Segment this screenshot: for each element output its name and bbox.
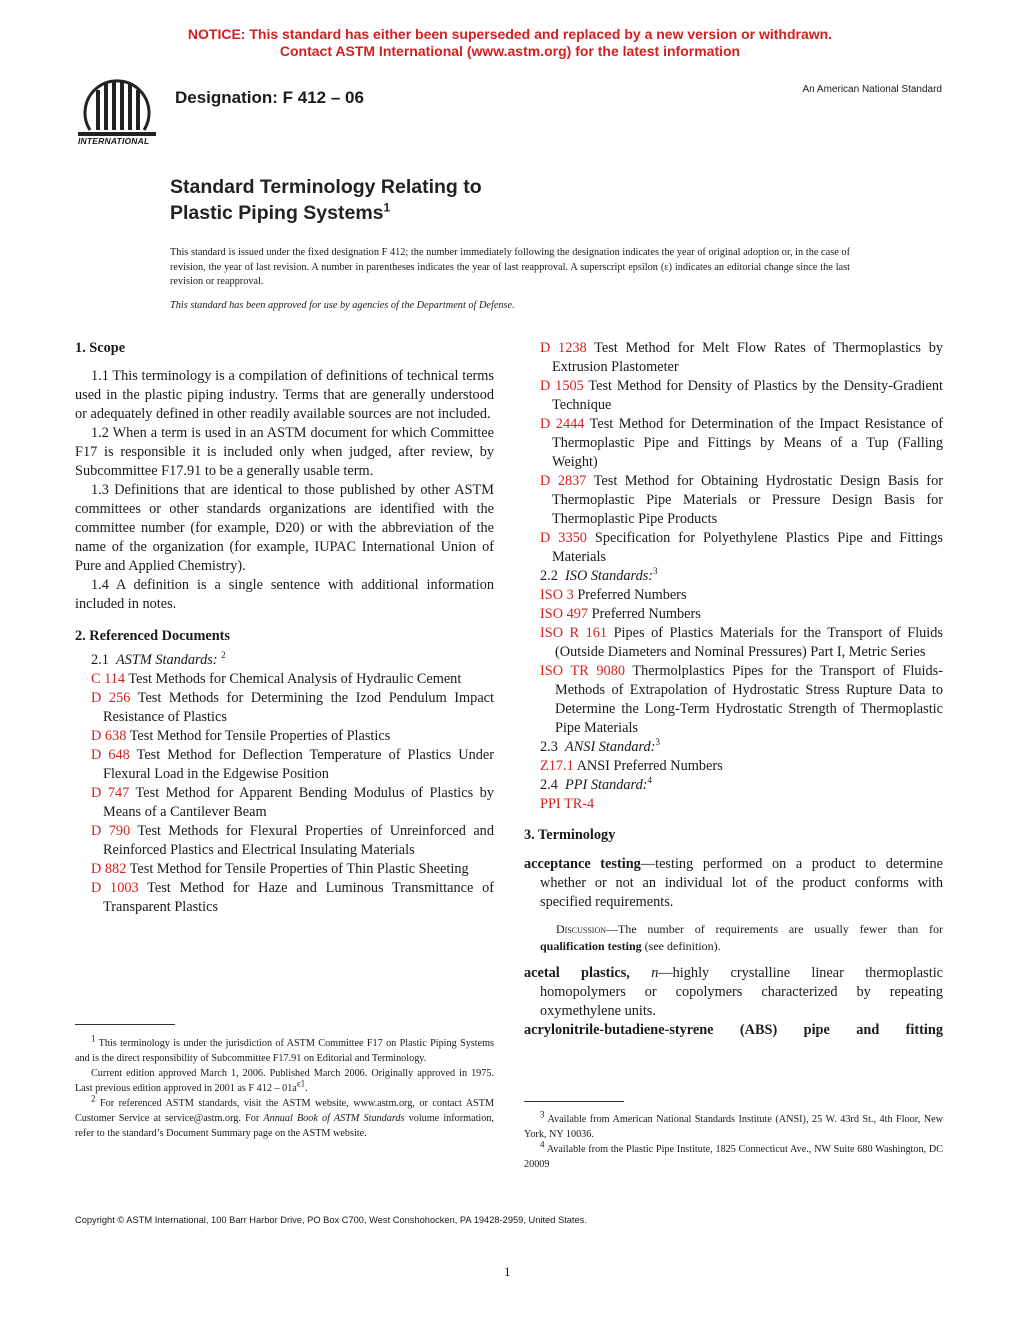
ref-d256: D 256 Test Methods for Determining the Izod Pendulum Impact Resistance of Plastics <box>91 690 494 725</box>
footnote-1: $^1$ This terminology is under the jurisdiction of ASTM Committee F17 on Plastic Piping Systems and is the direct responsibility of Subcommittee F17.91 on Editorial and Terminology. <box>75 1033 494 1064</box>
iso-reference-list <box>524 586 943 738</box>
astm-standards-label: 2.1 ASTM Standards: $^2$ <box>91 650 226 668</box>
ref-link[interactable]: ISO R 161 <box>540 625 608 641</box>
ref-link[interactable]: D 2444 <box>540 416 585 432</box>
withdrawal-notice <box>0 26 1020 60</box>
national-standard-label: An American National Standard <box>802 84 942 95</box>
scope-1-4: 1.4 A definition is a single sentence with additional information included in notes. <box>75 577 494 612</box>
title-line-2: Plastic Piping Systems <box>170 202 384 224</box>
ref-link[interactable]: D 2837 <box>540 473 587 489</box>
term-acceptance-testing: acceptance testing—testing performed on a product to determine whether or not an individual lot of the product conforms with specified requirements. <box>524 856 943 910</box>
page-number: 1 <box>504 1264 511 1279</box>
term-acetal-plastics: acetal plastics, n—highly crystalline linear thermoplastic homopolymers or copolymers characterized by repeating oxymethylene units. <box>524 965 944 1019</box>
ref-link[interactable]: D 648 <box>91 747 130 763</box>
ppi-reference-list <box>524 795 943 814</box>
ref-d3350: D 3350 Specification for Polyethylene Plastics Pipe and Fittings Materials <box>540 530 943 565</box>
ref-d882: D 882 Test Method for Tensile Properties of Thin Plastic Sheeting <box>91 861 469 877</box>
scope-1-1: 1.1 This terminology is a compilation of definitions of technical terms used in the plastic piping industry. Terms that are generally understood or adequately defined in other readily available sources are not included. <box>75 368 494 422</box>
ref-d2837: D 2837 Test Method for Obtaining Hydrostatic Design Basis for Thermoplastic Pipe Materials or Pressure Design Basis for Thermoplastic Pipe Products <box>540 473 943 527</box>
right-reference-list <box>524 339 943 567</box>
dod-approval-note: This standard has been approved for use by agencies of the Department of Defense. <box>170 300 515 311</box>
astm-logo <box>72 72 162 152</box>
footnote-1-edition: Current edition approved March 1, 2006. Published March 2006. Originally approved in 1975. Last previous edition approved in 2001 as F $412 - 01a^{\varepsilon 1}$. <box>75 1068 494 1094</box>
ref-c114: C 114 Test Methods for Chemical Analysis of Hydraulic Cement <box>91 671 462 687</box>
issuance-note: This standard is issued under the fixed designation F 412; the number immediately following the designation indicates the year of original adoption or, in the case of revision, the year of last revision. A number in parentheses indicates the year of last reapproval. A superscript epsilon (ε) indicates an editorial change since the last revision or reapproval. <box>170 247 850 287</box>
term-abs-pipe: acrylonitrile-butadiene-styrene (ABS) pipe and fitting <box>524 1022 943 1038</box>
ref-d648: D 648 Test Method for Deflection Temperature of Plastics Under Flexural Load in the Edgewise Position <box>91 747 494 782</box>
ref-link[interactable]: D 790 <box>91 823 131 839</box>
scope-heading: 1. Scope <box>75 340 126 356</box>
footnote-4: $^4$ Available from the Plastic Pipe Institute, 1825 Connecticut Ave., NW Suite 680 Washington, DC 20009 <box>524 1139 944 1170</box>
ref-link[interactable]: D 256 <box>91 690 131 706</box>
ref-d1003: D 1003 Test Method for Haze and Luminous Transmittance of Transparent Plastics <box>91 880 494 915</box>
ansi-reference-list <box>524 757 943 776</box>
footnotes-right <box>524 1109 944 1172</box>
ref-link[interactable]: C 114 <box>91 671 126 687</box>
footnote-rule-left <box>75 1024 175 1025</box>
ref-link[interactable]: D 1238 <box>540 340 587 356</box>
ref-d1238: D 1238 Test Method for Melt Flow Rates of Thermoplastics by Extrusion Plastometer <box>540 340 943 375</box>
ref-link[interactable]: D 1003 <box>91 880 139 896</box>
ref-isotr9080: ISO TR 9080 Thermolplastics Pipes for the Transport of Fluids-Methods of Extrapolation of Hydrostatic Stress Rupture Data to Determine the Long-Term Hydrostatic Strength of Thermoplastic Pipe Materials <box>540 663 943 736</box>
left-reference-list <box>75 670 494 917</box>
ref-link[interactable]: D 882 <box>91 861 127 877</box>
notice-line-2: Contact ASTM International (www.astm.org) for the latest information <box>279 43 741 59</box>
ansi-standard-label: 2.3 ANSI Standard:$^3$ <box>540 737 660 755</box>
left-column <box>75 339 494 917</box>
ref-link[interactable]: Z17.1 <box>540 758 574 774</box>
ref-link[interactable]: ISO TR 9080 <box>540 663 625 679</box>
terminology-heading: 3. Terminology <box>524 827 616 843</box>
ref-iso497: ISO 497 Preferred Numbers <box>540 606 701 622</box>
ref-link[interactable]: PPI TR-4 <box>540 796 595 812</box>
ref-d747: D 747 Test Method for Apparent Bending Modulus of Plastics by Means of a Cantilever Beam <box>91 785 494 820</box>
title-footnote-marker[interactable]: 1 <box>383 200 391 215</box>
refdocs-heading: 2. Referenced Documents <box>75 628 230 644</box>
right-column <box>524 339 943 1040</box>
ref-d1505: D 1505 Test Method for Density of Plastics by the Density-Gradient Technique <box>540 378 943 413</box>
ref-ppitr4 <box>540 795 943 814</box>
notice-line-1: NOTICE: This standard has either been superseded and replaced by a new version or withdrawn. <box>187 26 833 42</box>
ref-link[interactable]: D 638 <box>91 728 127 744</box>
document-title <box>170 174 482 226</box>
footnote-2: $^2$ For referenced ASTM standards, visit the ASTM website, www.astm.org, or contact ASTM Customer Service at service@astm.org. For Annual Book of ASTM Standards volume information, refer to the standard’s Document Summary page on the ASTM website. <box>75 1093 495 1139</box>
scope-1-3: 1.3 Definitions that are identical to those published by other ASTM committees or other standards organizations are identified with the committee number (for example, D20) or with the abbreviation of the name of the organization (for example, IUPAC International Union of Pure and Applied Chemistry). <box>75 482 494 574</box>
ref-link[interactable]: ISO 497 <box>540 606 589 622</box>
ref-isor161: ISO R 161 Pipes of Plastics Materials for the Transport of Fluids (Outside Diameters and Nominal Pressures) Part I, Metric Series <box>540 625 943 660</box>
scope-1-2: 1.2 When a term is used in an ASTM document for which Committee F17 is responsible it is included only when judged, after review, by Subcommittee F17.91 to be a generally usable term. <box>75 425 494 479</box>
footnotes-left <box>75 1033 495 1141</box>
copyright-line: Copyright © ASTM International, 100 Barr Harbor Drive, PO Box C700, West Conshohocken, PA 19428-2959, United States. <box>75 1215 587 1225</box>
ref-d2444: D 2444 Test Method for Determination of the Impact Resistance of Thermoplastic Pipe and Fittings by Means of a Tup (Falling Weight) <box>540 416 943 470</box>
footnote-3: $^3$ Available from American National Standards Institute (ANSI), 25 W. 43rd St., 4th Floor, New York, NY 10036. <box>524 1109 943 1140</box>
footnote-rule-right <box>524 1101 624 1102</box>
ref-link[interactable]: D 1505 <box>540 378 584 394</box>
logo-subtext: INTERNATIONAL <box>78 136 150 146</box>
discussion-note: Discussion—The number of requirements are usually fewer than for qualification testing (see definition). <box>540 922 943 953</box>
ref-link[interactable]: ISO 3 <box>540 587 574 603</box>
title-line-1: Standard Terminology Relating to <box>170 176 482 198</box>
designation: Designation: F 412 – 06 <box>175 88 364 107</box>
ref-z171: Z17.1 ANSI Preferred Numbers <box>540 758 723 774</box>
ref-d790: D 790 Test Methods for Flexural Properties of Unreinforced and Reinforced Plastics and Electrical Insulating Materials <box>91 823 494 858</box>
ppi-standard-label: 2.4 PPI Standard:$^4$ <box>540 775 652 793</box>
ref-iso3: ISO 3 Preferred Numbers <box>540 587 687 603</box>
ref-link[interactable]: D 3350 <box>540 530 587 546</box>
ref-d638: D 638 Test Method for Tensile Properties of Plastics <box>91 728 391 744</box>
ref-link[interactable]: D 747 <box>91 785 130 801</box>
iso-standards-label: 2.2 ISO Standards:$^3$ <box>540 566 658 584</box>
